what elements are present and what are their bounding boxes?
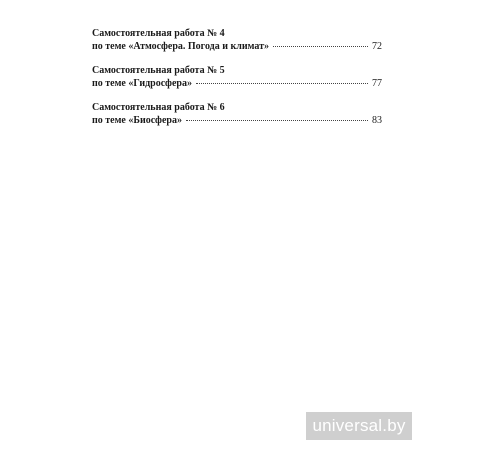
page-number: 83 [372,115,382,126]
entry-line [92,40,382,53]
toc-entry[interactable] [92,64,382,90]
page-number: 77 [372,78,382,89]
toc-entry[interactable] [92,101,382,127]
entry-title: Самостоятельная работа № 4 [92,28,225,39]
table-of-contents [92,27,382,138]
dot-leader [273,46,368,47]
entry-topic: по теме «Атмосфера. Погода и климат» [92,41,270,52]
entry-topic: по теме «Биосфера» [92,115,182,126]
entry-line [92,77,382,90]
watermark-logo: universal.by [306,412,412,440]
toc-entry[interactable] [92,27,382,53]
entry-topic: по теме «Гидросфера» [92,78,192,89]
entry-title: Самостоятельная работа № 5 [92,65,225,76]
entry-title: Самостоятельная работа № 6 [92,102,225,113]
entry-line [92,114,382,127]
dot-leader [186,120,368,121]
dot-leader [196,83,368,84]
page-number: 72 [372,41,382,52]
